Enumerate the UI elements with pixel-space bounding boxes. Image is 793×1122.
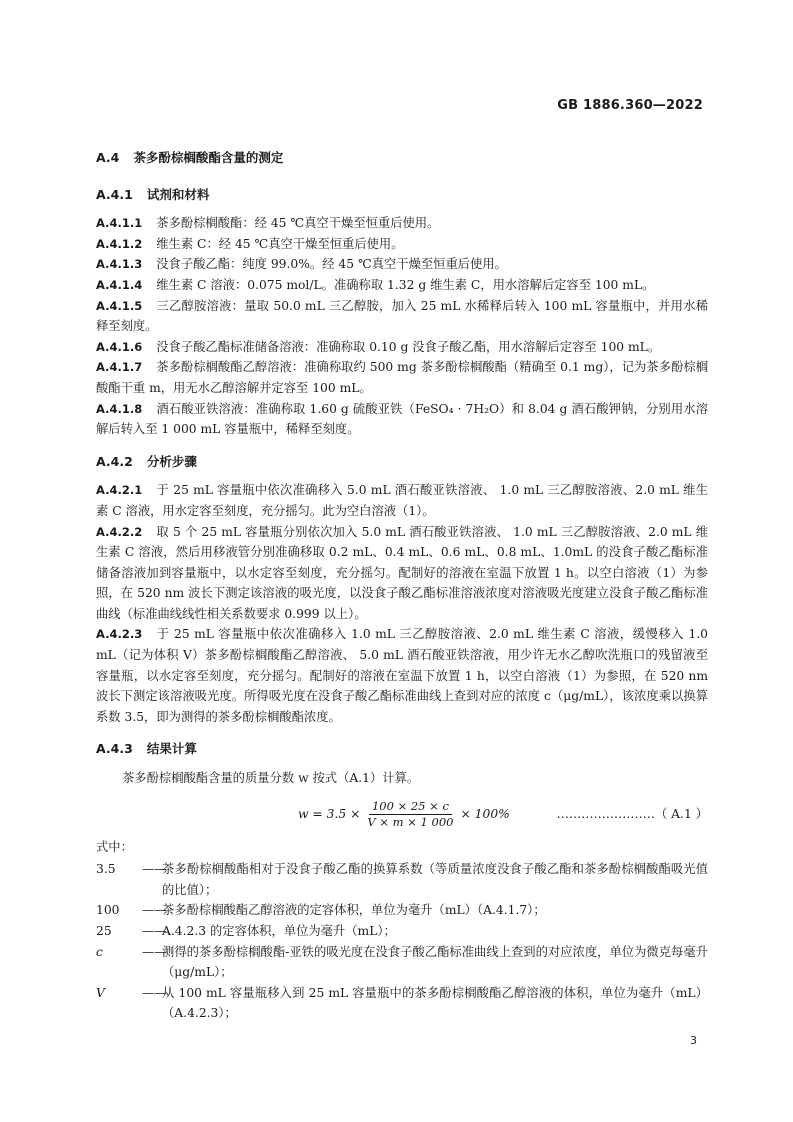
clause xyxy=(96,522,708,625)
clause xyxy=(96,296,708,337)
subsection-title: 结果计算 xyxy=(146,741,197,757)
subsection-heading-reagents xyxy=(96,185,708,206)
definition-row xyxy=(96,921,708,942)
definition-row xyxy=(96,900,708,921)
formula-rhs: × 100% xyxy=(460,806,510,821)
where-label: 式中： xyxy=(96,839,133,854)
definition-text: 从 100 mL 容量瓶移入到 25 mL 容量瓶中的茶多酚棕榈酸酯乙醇溶液的体积，单位为毫升（mL）（A.4.2.3）； xyxy=(162,985,708,1021)
standard-number: GB 1886.360—2022 xyxy=(557,98,703,113)
clause-number: A.4.1.7 xyxy=(96,360,143,375)
clause-number: A.4.1.4 xyxy=(96,277,143,292)
clause-text: 没食子酸乙酯标准储备溶液：准确称取 0.10 g 没食子酸乙酯，用水溶解后定容至 100 mL。 xyxy=(156,339,661,354)
clause xyxy=(96,213,708,234)
clause xyxy=(96,254,708,275)
clause-number: A.4.2.1 xyxy=(96,483,143,498)
definition-row xyxy=(96,942,708,983)
clause-number: A.4.1.3 xyxy=(96,257,143,272)
clause-text: 没食子酸乙酯：纯度 99.0%。经 45 ℃真空干燥至恒重后使用。 xyxy=(156,257,507,272)
definition-dash: —— xyxy=(142,862,167,877)
definition-row xyxy=(96,859,708,900)
clause-text: 于 25 mL 容量瓶中依次准确移入 1.0 mL 三乙醇胺溶液、2.0 mL 维生素 C 溶液，缓慢移入 1.0 mL（记为体积 V）茶多酚棕榈酸酯乙醇溶液、 5.0 mL 酒石酸亚铁溶液，用少许无水乙醇吹洗瓶口的残留液至容量瓶，以水定容至刻度，充分摇匀。配制好的溶液在室温下放置 1 h，以空白溶液（1）为参照，在 520 nm 波长下测定该溶液吸光度。所得吸光度在没食子酸乙酯标准曲线上查到对应的浓度 c（μg/mL），该浓度乘以换算系数 3.5，即为测得的茶多酚棕榈酸酯浓度。 xyxy=(96,627,708,724)
definition-text: A.4.2.3 的定容体积，单位为毫升（mL）； xyxy=(162,924,396,938)
definition-text: 测得的茶多酚棕榈酸酯-亚铁的吸光度在没食子酸乙酯标准曲线上查到的对应浓度，单位为微克每毫升（μg/mL）； xyxy=(162,944,708,980)
result-intro: 茶多酚棕榈酸酯含量的质量分数 w 按式（A.1）计算。 xyxy=(122,771,420,786)
subsection-number: A.4.2 xyxy=(96,453,133,469)
clause xyxy=(96,399,708,440)
clause xyxy=(96,357,708,398)
definition-dash: —— xyxy=(142,903,167,918)
subsection-title: 分析步骤 xyxy=(146,453,197,469)
clause-text: 取 5 个 25 mL 容量瓶分别依次加入 5.0 mL 酒石酸亚铁溶液、 1.0 mL 三乙醇胺溶液、2.0 mL 维生素 C 溶液，然后用移液管分别准确移取 0.2 mL、0.4 mL、0.6 mL、0.8 mL、1.0mL 的没食子酸乙酯标准储备溶液加到容量瓶中，以水定容至刻度，充分摇匀。配制好的溶液在室温下放置 1 h。以空白溶液（1）为参照，在 520 nm 波长下测定该溶液的吸光度，以没食子酸乙酯标准溶液浓度对溶液吸光度建立没食子酸乙酯标准曲线（标准曲线线性相关系数要求 0.999 以上）。 xyxy=(96,524,708,621)
formula-tag: ……………………（ A.1 ） xyxy=(556,806,708,821)
definition-symbol: c xyxy=(96,944,103,959)
subsection-heading-procedure xyxy=(96,452,708,473)
clause-number: A.4.1.8 xyxy=(96,401,143,416)
formula-fraction xyxy=(364,799,456,830)
subsection-heading-result xyxy=(96,739,708,760)
clause-text: 酒石酸亚铁溶液：准确称取 1.60 g 硫酸亚铁（FeSO₄ · 7H₂O）和 8.04 g 酒石酸钾钠，分别用水溶解后转入至 1 000 mL 容量瓶中，稀释至刻度。 xyxy=(96,401,708,437)
clause xyxy=(96,337,708,358)
clause-number: A.4.1.5 xyxy=(96,298,143,313)
formula-a1 xyxy=(96,791,708,833)
subsection-number: A.4.3 xyxy=(96,741,133,757)
definition-dash: —— xyxy=(142,924,167,938)
section-number: A.4 xyxy=(96,150,120,165)
formula-numerator: 100 × 25 × c xyxy=(369,799,452,815)
definition-symbol: 100 xyxy=(96,903,120,918)
clause-text: 茶多酚棕榈酸酯：经 45 ℃真空干燥至恒重后使用。 xyxy=(156,216,440,231)
definition-symbol: 3.5 xyxy=(96,862,116,877)
definition-row xyxy=(96,983,708,1024)
definition-text: 茶多酚棕榈酸酯乙醇溶液的定容体积，单位为毫升（mL）（A.4.1.7）； xyxy=(162,903,546,918)
formula-denominator: V × m × 1 000 xyxy=(367,814,454,829)
definition-dash: —— xyxy=(142,985,167,1000)
clause-number: A.4.1.2 xyxy=(96,236,143,251)
definition-text: 茶多酚棕榈酸酯相对于没食子酸乙酯的换算系数（等质量浓度没食子酸乙酯和茶多酚棕榈酸酯吸光值的比值）； xyxy=(162,862,708,897)
clause-number: A.4.2.3 xyxy=(96,627,143,642)
formula-lhs: w = 3.5 × xyxy=(298,806,361,821)
section-heading xyxy=(96,148,708,169)
clause-text: 于 25 mL 容量瓶中依次准确移入 5.0 mL 酒石酸亚铁溶液、 1.0 mL 三乙醇胺溶液、2.0 mL 维生素 C 溶液，用水定容至刻度，充分摇匀。此为空白溶液（1）。 xyxy=(96,483,708,518)
clause-number: A.4.1.1 xyxy=(96,216,143,231)
subsection-title: 试剂和材料 xyxy=(146,186,210,202)
clause-text: 三乙醇胺溶液：量取 50.0 mL 三乙醇胺，加入 25 mL 水稀释后转入 100 mL 容量瓶中，并用水稀释至刻度。 xyxy=(96,298,708,334)
clause-text: 维生素 C 溶液：0.075 mol/L。准确称取 1.32 g 维生素 C，用水溶解后定容至 100 mL。 xyxy=(156,277,655,292)
page-content xyxy=(96,148,708,1024)
definition-dash: —— xyxy=(142,944,167,959)
clause xyxy=(96,624,708,727)
definition-symbol: 25 xyxy=(96,924,112,938)
clause-number: A.4.2.2 xyxy=(96,524,143,539)
clause xyxy=(96,275,708,296)
page-number: 3 xyxy=(690,1034,697,1047)
clause xyxy=(96,234,708,255)
formula-expression xyxy=(298,799,510,830)
section-title: 茶多酚棕榈酸酯含量的测定 xyxy=(133,150,284,165)
clause-text: 茶多酚棕榈酸酯乙醇溶液：准确称取约 500 mg 茶多酚棕榈酸酯（精确至 0.1 mg），记为茶多酚棕榈酸酯干重 m，用无水乙醇溶解并定容至 100 mL。 xyxy=(96,360,708,395)
definition-symbol: V xyxy=(96,985,105,1000)
clause xyxy=(96,480,708,521)
subsection-number: A.4.1 xyxy=(96,186,133,202)
clause-number: A.4.1.6 xyxy=(96,339,143,354)
clause-text: 维生素 C：经 45 ℃真空干燥至恒重后使用。 xyxy=(156,236,404,251)
